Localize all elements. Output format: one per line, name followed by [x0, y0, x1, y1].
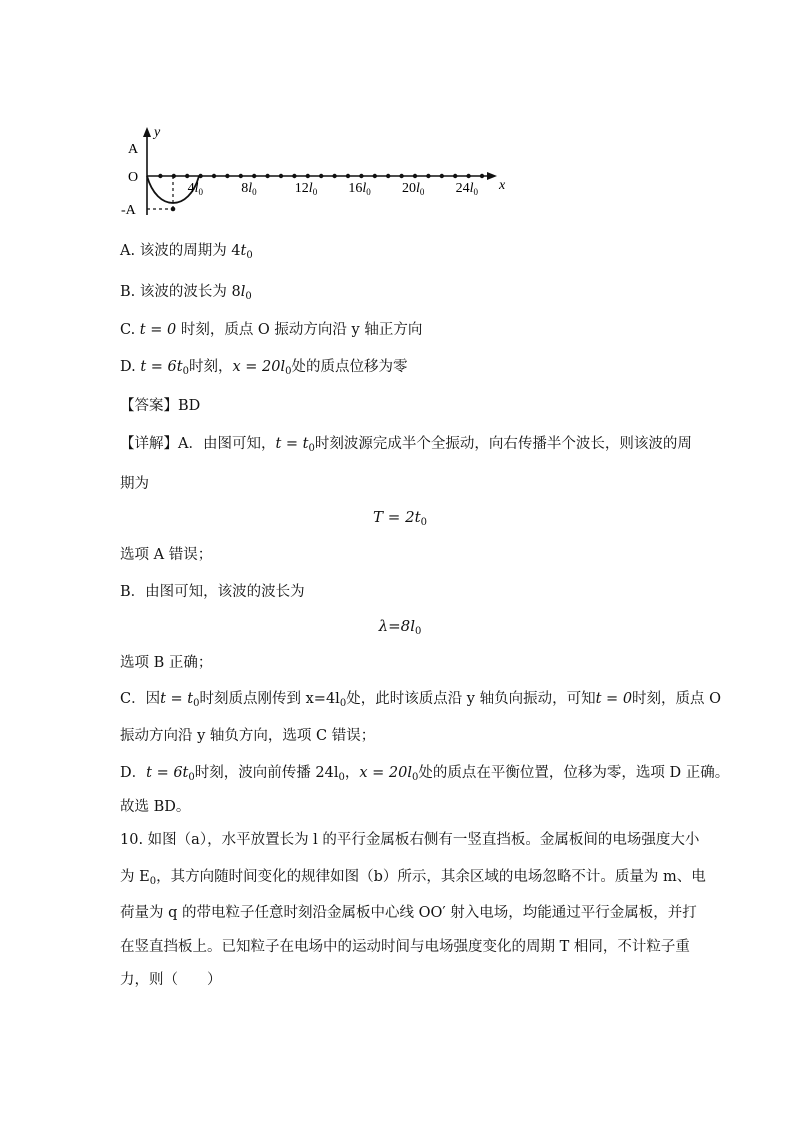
axis-dot	[225, 174, 229, 178]
tick-label: $4l_0$	[187, 181, 203, 197]
axis-dot	[466, 174, 470, 178]
detail-intro-line2: 期为	[120, 476, 149, 492]
conclusion: 故选 BD。	[120, 799, 191, 815]
axis-dot	[373, 174, 377, 178]
option-a: A. 该波的周期为 $4t_0$	[120, 243, 253, 261]
axis-dot	[252, 174, 256, 178]
axis-dot	[413, 174, 417, 178]
axis-dot	[292, 174, 296, 178]
d-detail: D．$t = 6t_0$时刻，波向前传播 $24l_0$，$x = 20l_0$处的质点在平衡位置，位移为零，选项 D 正确。	[120, 765, 730, 783]
axis-dot	[359, 174, 363, 178]
x-axis-arrow	[487, 172, 497, 180]
trough-point	[171, 207, 176, 212]
b-verdict: 选项 B 正确；	[120, 655, 213, 671]
tick-label: $12l_0$	[294, 181, 318, 197]
b-detail: B．由图可知，该波的波长为	[120, 584, 305, 600]
option-c: C. t = 0 时刻，质点 O 振动方向沿 y 轴正方向	[120, 322, 423, 338]
axis-dot	[426, 174, 430, 178]
axis-dot	[158, 174, 162, 178]
q10-line5: 力，则（ ）	[120, 972, 222, 988]
axis-dot	[212, 174, 216, 178]
tick-label: $20l_0$	[402, 181, 425, 197]
q10-line3: 荷量为 q 的带电粒子任意时刻沿金属板中心线 OO′ 射入电场，均能通过平行金属板，并打	[120, 905, 697, 921]
y-axis-label: y	[154, 125, 161, 140]
equation-wavelength: $\lambda=8l_0$	[378, 617, 422, 637]
q10-line1: 10. 如图（a），水平放置长为 l 的平行金属板右侧有一竖直挡板。金属板间的电场强度大小	[120, 832, 700, 848]
q10-line4: 在竖直挡板上。已知粒子在电场中的运动时间与电场强度变化的周期 T 相同，不计粒子重	[120, 939, 690, 955]
detail-intro: 【详解】A．由图可知，$t = t_0$时刻波源完成半个全振动，向右传播半个波长，则该波的周	[120, 436, 692, 454]
axis-dot	[185, 174, 189, 178]
axis-dot	[480, 174, 484, 178]
a-verdict: 选项 A 错误；	[120, 547, 213, 563]
amplitude-label: A	[128, 142, 139, 157]
q10-line2: 为 $E_0$，其方向随时间变化的规律如图（b）所示，其余区域的电场忽略不计。质量为 m、电	[120, 869, 706, 887]
axis-dot	[198, 174, 202, 178]
tick-label: $16l_0$	[348, 181, 371, 197]
axis-dot	[172, 174, 176, 178]
tick-label: $8l_0$	[241, 181, 257, 197]
y-axis-arrow	[143, 127, 151, 137]
neg-amplitude-label: -A	[121, 203, 136, 218]
axis-dot	[346, 174, 350, 178]
tick-label: $24l_0$	[455, 181, 478, 197]
axis-dot	[399, 174, 403, 178]
option-d: D. $t = 6t_0$时刻，$x = 20l_0$处的质点位移为零	[120, 359, 408, 377]
tick-labels	[188, 181, 479, 197]
axis-dot	[279, 174, 283, 178]
c-detail-line2: 振动方向沿 y 轴负方向，选项 C 错误；	[120, 728, 376, 744]
axis-dot	[319, 174, 323, 178]
axis-dot	[386, 174, 390, 178]
axis-dot	[239, 174, 243, 178]
axis-dot	[332, 174, 336, 178]
origin-label: O	[128, 170, 139, 185]
axis-dot	[440, 174, 444, 178]
equation-period: $T = 2t_0$	[372, 508, 428, 528]
answer: 【答案】BD	[120, 398, 201, 414]
axis-dot	[306, 174, 310, 178]
axis-dot	[453, 174, 457, 178]
wave-graph	[0, 0, 800, 225]
c-detail-line1: C．因$t = t_0$时刻质点刚传到 $x=4l_0$处，此时该质点沿 y 轴负向振动，可知t = 0时刻，质点 O	[120, 691, 722, 709]
option-b: B. 该波的波长为 $8l_0$	[120, 284, 252, 302]
x-axis-label: x	[499, 178, 506, 193]
axis-dot	[265, 174, 269, 178]
